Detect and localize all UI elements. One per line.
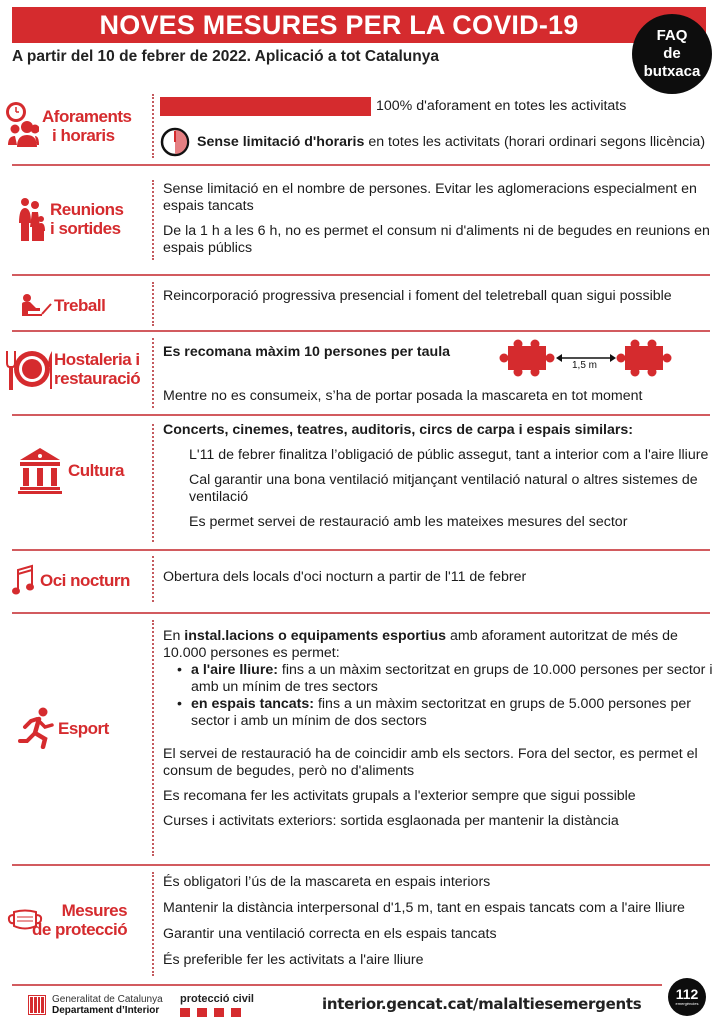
museum-icon [16, 446, 64, 494]
measure-item: Obertura dels locals d'oci nocturn a partir de l'11 de febrer [163, 569, 527, 585]
proteccio-civil-text: protecció civil [180, 993, 254, 1005]
dotted-separator [152, 282, 154, 326]
measure-item: Es recomana màxim 10 persones per taula [163, 344, 451, 360]
measure-item: És obligatori l’ús de la mascareta en espais interiors [163, 874, 491, 890]
intro-text: En [163, 628, 185, 644]
dotted-separator [152, 620, 154, 856]
section-title-line: Aforaments [42, 107, 132, 126]
measure-item: Mantenir la distància interpersonal d'1,5 m, tant en espais tancats com a l'aire lliure [163, 900, 685, 916]
measure-item: Curses i activitats exteriors: sortida esglaonada per mantenir la distància [163, 813, 619, 829]
measure-item: Es permet servei de restauració amb les mateixes mesures del sector [189, 514, 628, 530]
proteccio-civil-squares [180, 1008, 254, 1017]
section-title: Esport [58, 718, 109, 738]
measure-item: És preferible fer les activitats a l'aire lliure [163, 952, 424, 968]
intro-text: amb aforament autoritzat de més de 10.000 persones es permet: [163, 628, 678, 661]
section-title [42, 107, 131, 145]
section-title [50, 200, 123, 238]
music-note-icon [10, 564, 36, 596]
faq-badge [632, 14, 712, 94]
measure-item: De la 1 h a les 6 h, no es permet el consum ni d'aliments ni de begudes en reunions en espais públics [163, 223, 710, 256]
section-title-line: Mesures [61, 901, 128, 920]
section-content-reunions [163, 181, 714, 265]
emergency-112-badge [668, 978, 706, 1016]
section-title-line: Hostaleria i [54, 350, 140, 369]
measure-item: L'11 de febrer finalitza l’obligació de públic assegut, tant a interior com a l'aire lliure [189, 447, 709, 463]
bullet-item [177, 662, 714, 696]
proteccio-civil-logo [180, 993, 254, 1017]
faq-badge-line: de [663, 45, 681, 62]
section-title-line: de protecció [32, 920, 128, 939]
page-title: NOVES MESURES PER LA COVID-19 [12, 7, 706, 43]
section-label-treball [0, 290, 150, 320]
measure-intro [163, 628, 714, 662]
dotted-separator [152, 872, 154, 976]
section-divider [12, 549, 710, 551]
page-subtitle: A partir del 10 de febrer de 2022. Aplicació a tot Catalunya [12, 48, 439, 65]
capacity-text: 100% d'aforament en totes les activitats [376, 98, 627, 114]
section-content-esport [163, 628, 714, 838]
measure-heading: Concerts, cinemes, teatres, auditoris, circs de carpa i espais similars: [163, 422, 633, 438]
section-title-line: i sortides [50, 219, 121, 238]
section-label-reunions [0, 195, 150, 243]
section-content-mesures [163, 873, 714, 977]
intro-bold: instal.lacions o equipaments esportius [184, 628, 447, 644]
section-title [54, 350, 140, 388]
section-content-treball [163, 288, 714, 313]
bullet-item [177, 696, 714, 730]
dotted-separator [152, 556, 154, 602]
dotted-separator [152, 94, 154, 158]
measure-item: Garantir una ventilació correcta en els espais tancats [163, 926, 497, 942]
plate-cutlery-icon [4, 347, 54, 391]
bullet-bold: a l'aire lliure: [191, 662, 278, 678]
clock-people-icon [4, 101, 40, 151]
table-distance-icon [498, 338, 698, 383]
runner-icon [16, 707, 58, 749]
generalitat-logo [28, 994, 163, 1016]
section-label-cultura [0, 445, 150, 495]
clock-icon [160, 127, 190, 162]
emergency-sub: emergències [675, 1001, 699, 1006]
capacity-bar [160, 97, 371, 116]
measure-item: Es recomana fer les activitats grupals a l'exterior sempre que sigui possible [163, 788, 636, 804]
faq-badge-line: butxaca [643, 63, 701, 80]
generalitat-text [52, 994, 163, 1016]
section-title-line: restauració [54, 369, 141, 388]
measure-item: Cal garantir una bona ventilació mitjançant ventilació natural o altres sistemes de ventilació [189, 472, 698, 505]
distance-label: 1,5 m [572, 360, 598, 371]
bullet-list [177, 662, 714, 730]
bullet-text: fins a un màxim sectoritzat en grups de 10.000 persones per sector i amb un mínim de tres sectors [191, 662, 713, 695]
laptop-worker-icon [20, 293, 54, 317]
section-divider [12, 612, 710, 614]
measure-item: El servei de restauració ha de coincidir amb els sectors. Fora del sector, es permet el consum de begudes, però no d'aliments [163, 746, 698, 779]
senyera-icon [28, 995, 46, 1015]
measure-item: Reincorporació progressiva presencial i foment del teletreball quan sigui possible [163, 288, 672, 304]
section-divider [12, 864, 710, 866]
hours-bold: Sense limitació d'horaris [197, 134, 365, 150]
website-link[interactable]: interior.gencat.cat/malaltiesemergents [322, 995, 642, 1013]
section-divider [12, 274, 710, 276]
section-divider [12, 164, 710, 166]
section-content-cultura [163, 422, 714, 539]
bullet-bold: en espais tancats: [191, 696, 315, 712]
section-label-aforaments [0, 96, 150, 156]
faq-badge-line: FAQ [656, 27, 688, 44]
section-title: Oci nocturn [40, 570, 130, 590]
section-label-hostaleria [0, 344, 150, 394]
dotted-separator [152, 338, 154, 408]
hours-text [197, 134, 714, 151]
footer-divider [12, 984, 662, 986]
section-label-oci [0, 563, 150, 597]
department-name: Departament d’Interior [52, 1005, 160, 1016]
section-divider [12, 414, 710, 416]
section-divider [12, 330, 710, 332]
family-icon [16, 197, 46, 241]
section-title: Cultura [68, 460, 124, 480]
section-title [32, 901, 128, 939]
measure-item: Mentre no es consumeix, s’ha de portar posada la mascareta en tot moment [163, 388, 643, 404]
hours-rest: en totes les activitats (horari ordinari segons llicència) [364, 134, 706, 150]
measure-item: Sense limitació en el nombre de persones. Evitar les aglomeracions especialment en espais tancats [163, 181, 697, 214]
section-title: Treball [54, 295, 106, 315]
generalitat-name: Generalitat de Catalunya [52, 994, 163, 1005]
section-label-mesures [0, 900, 150, 940]
emergency-number: 112 [675, 986, 699, 1002]
section-title-line: Reunions [50, 200, 124, 219]
section-label-esport [0, 706, 150, 750]
dotted-separator [152, 180, 154, 260]
dotted-separator [152, 424, 154, 542]
bullet-text: fins a un màxim sectoritzat en grups de 5.000 persones per sector i amb un mínim de dos sectors [191, 696, 691, 729]
section-title-line: i horaris [52, 126, 115, 145]
